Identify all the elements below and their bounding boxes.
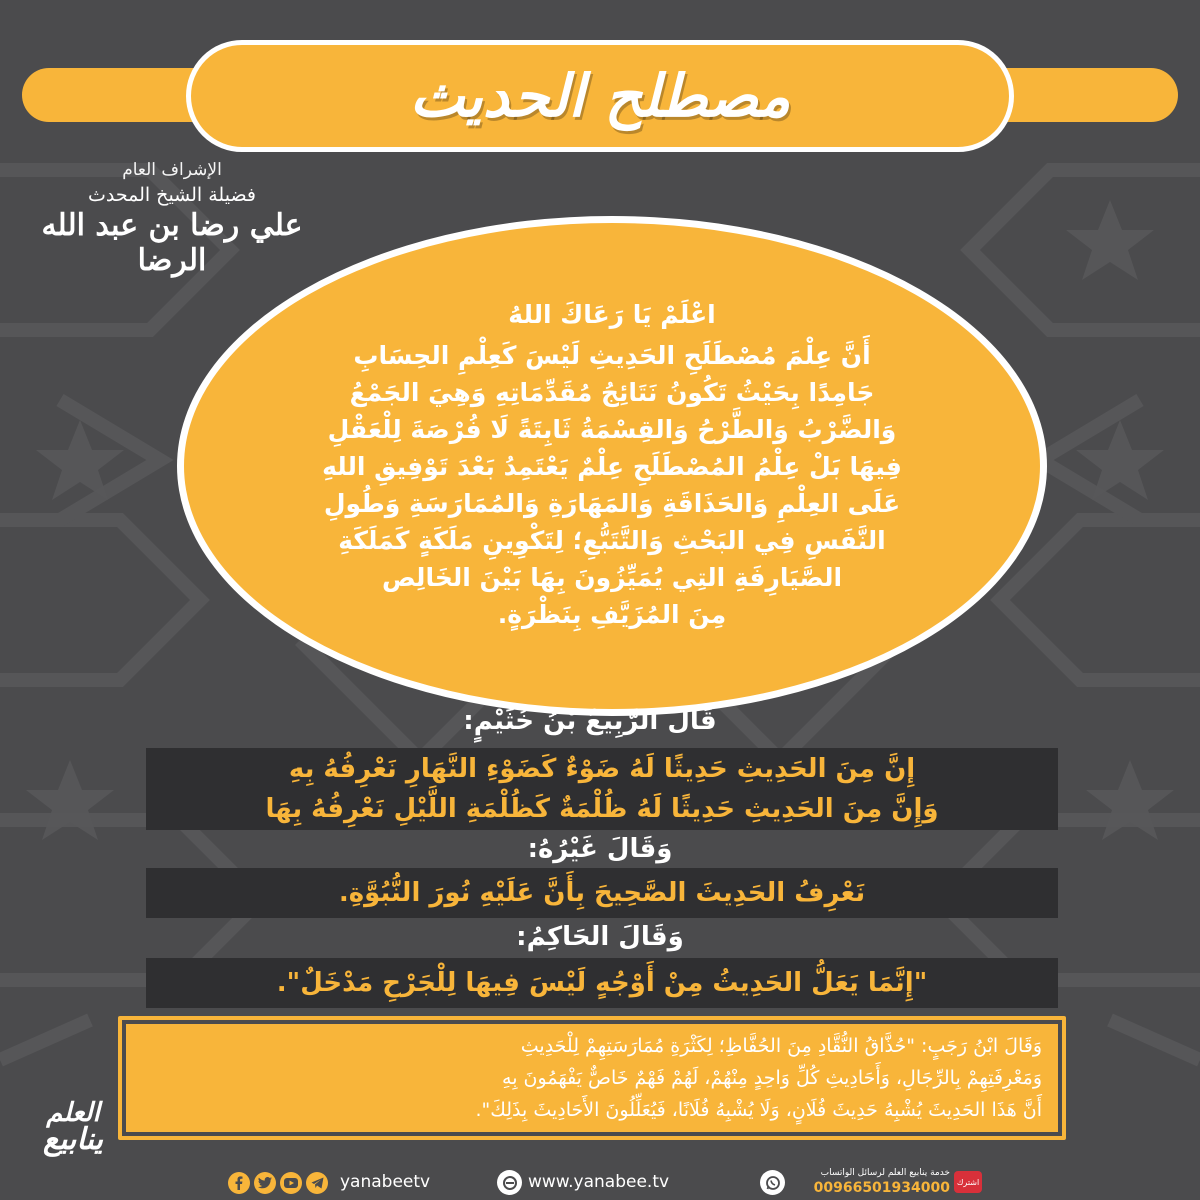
intro-heading: اعْلَمْ يَا رَعَاكَ اللهُ [508, 299, 716, 329]
quote-line: وَإِنَّ مِنَ الحَدِيثِ حَدِيثًا لَهُ ظُلْمَةٌ كَظُلْمَةِ اللَّيْلِ نَعْرِفُهُ بِهَا [265, 794, 939, 824]
website-link[interactable]: www.yanabee.tv [528, 1172, 670, 1192]
social-icons [228, 1172, 328, 1194]
youtube-icon[interactable] [280, 1172, 302, 1194]
whatsapp-service-text: خدمة ينابيع العلم لرسائل الواتساب [820, 1168, 950, 1178]
facebook-icon[interactable] [228, 1172, 250, 1194]
twitter-icon[interactable] [254, 1172, 276, 1194]
intro-line: النَّفَسِ فِي البَحْثِ وَالتَّتَبُّعِ؛ لِتَكْوِينِ مَلَكَةٍ كَمَلَكَةِ [338, 525, 886, 555]
telegram-icon[interactable] [306, 1172, 328, 1194]
intro-line: عَلَى العِلْمِ وَالحَذَاقَةِ وَالمَهَارَةِ وَالمُمَارَسَةِ وَطُولِ [323, 488, 901, 518]
intro-circle [177, 216, 1047, 716]
footer [0, 1165, 1200, 1200]
logo-top-text: العلم [46, 1098, 100, 1128]
intro-line: وَالضَّرْبُ وَالطَّرْحُ وَالقِسْمَةُ ثَابِتَةً لَا فُرْصَةَ لِلْعَقْلِ [327, 414, 897, 444]
ibn-rajab-line: وَقَالَ ابْنُ رَجَبٍ: "حُذَّاقُ النُّقَّادِ مِنَ الحُفَّاظِ؛ لِكَثْرَةِ مُمَارَسَتِهِمْ لِلْحَدِيثِ [520, 1035, 1042, 1057]
quote-line: "إِنَّمَا يَعَلُّ الحَدِيثُ مِنْ أَوْجُهٍ لَيْسَ فِيهَا لِلْجَرْحِ مَدْخَلٌ". [276, 968, 928, 998]
page-title: مصطلح الحديث [409, 62, 791, 130]
quote-line: إِنَّ مِنَ الحَدِيثِ حَدِيثًا لَهُ ضَوْءٌ كَضَوْءِ النَّهَارِ نَعْرِفُهُ بِهِ [288, 754, 916, 784]
ibn-rajab-line: وَمَعْرِفَتِهِمْ بِالرِّجَالِ، وَأَحَادِيثِ كُلِّ وَاحِدٍ مِنْهُمْ، لَهُمْ فَهْمٌ خَاصٌّ يَفْهَمُونَ بِهِ [502, 1067, 1042, 1089]
whatsapp-service [790, 1167, 950, 1197]
intro-line: أَنَّ عِلْمَ مُصْطَلَحِ الحَدِيثِ لَيْسَ كَعِلْمِ الحِسَابِ [353, 340, 871, 370]
social-handle[interactable]: yanabeetv [340, 1172, 431, 1192]
intro-line: جَامِدًا بِحَيْثُ تَكُونُ نَتَائِجُ مُقَدِّمَاتِهِ وَهِيَ الجَمْعُ [349, 377, 875, 407]
quote-label-other: وَقَالَ غَيْرُهُ: [527, 834, 673, 864]
subscribe-badge[interactable]: اشترك [954, 1171, 982, 1193]
intro-line: الصَّيَارِفَةِ التِي يُمَيِّزُونَ بِهَا بَيْنَ الخَالِص [381, 562, 843, 592]
quote-box-other [146, 868, 1058, 918]
quote-label-rabi: قَالَ الرَّبِيعُ بْنُ خُثَيْمٍ: [463, 706, 717, 736]
web-icon [497, 1170, 522, 1195]
intro-line: مِنَ المُزَيَّفِ بِنَظْرَةٍ. [497, 599, 727, 629]
whatsapp-icon [760, 1170, 785, 1195]
supervisor-line2: فضيلة الشيخ المحدث [87, 184, 257, 206]
supervisor-line1: الإشراف العام [122, 160, 222, 180]
logo-bottom-text: ينابيع [43, 1122, 103, 1157]
title-banner [186, 40, 1014, 152]
whatsapp-phone[interactable]: 00966501934000 [813, 1180, 950, 1196]
quote-line: نَعْرِفُ الحَدِيثَ الصَّحِيحَ بِأَنَّ عَلَيْهِ نُورَ النُّبُوَّةِ. [338, 878, 866, 908]
quote-label-hakim: وَقَالَ الحَاكِمُ: [516, 922, 684, 952]
quote-box-rabi [146, 748, 1058, 830]
intro-line: فِيهَا بَلْ عِلْمُ المُصْطَلَحِ عِلْمٌ يَعْتَمِدُ بَعْدَ تَوْفِيقِ اللهِ [322, 451, 902, 481]
ibn-rajab-line: أَنَّ هَذَا الحَدِيثَ يُشْبِهُ حَدِيثَ فُلَانٍ، وَلَا يُشْبِهُ فُلَانًا، فَيُعَلِّلُونَ الأَحَادِيثَ بِذَلِكَ". [475, 1099, 1042, 1121]
ibn-rajab-quote-box [118, 1016, 1066, 1140]
quote-box-hakim [146, 958, 1058, 1008]
supervisor-name: علي رضا بن عبد الله الرضا [41, 208, 303, 278]
yanabee-logo [18, 1098, 128, 1157]
supervisor-signature [22, 160, 322, 278]
